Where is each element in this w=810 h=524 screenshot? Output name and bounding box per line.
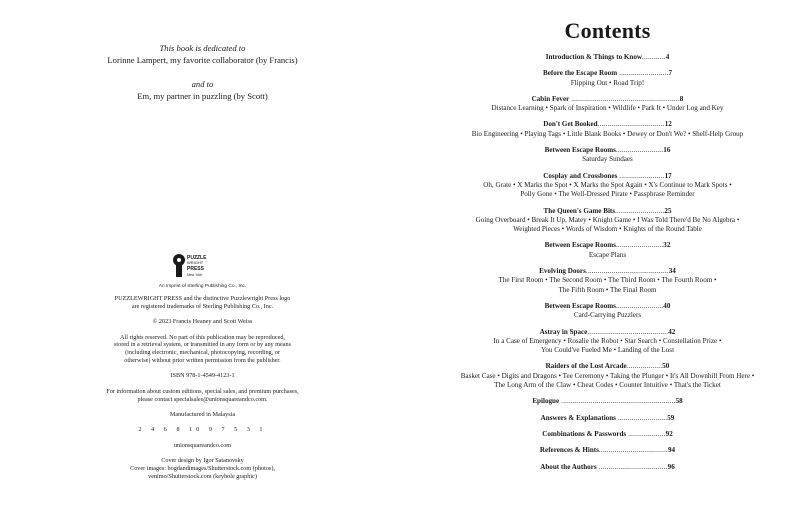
toc-entry-heading [405, 328, 810, 337]
text-line: PUZZLEWRIGHT PRESS and the distinctive Puzzlewright Press logo [114, 295, 291, 302]
toc-entry-title: Don't Get Booked [543, 120, 598, 129]
toc-page-number: 12 [664, 120, 672, 129]
logo-text: PUZZLE [187, 255, 207, 261]
toc-entry [405, 430, 810, 439]
toc-subitems: The Fifth Room • The Final Room [558, 285, 657, 294]
toc-page-number: 92 [665, 429, 673, 438]
toc-page-number: 40 [663, 301, 671, 310]
text-line: are registered trademarks of Sterling Publishing Co., Inc. [131, 302, 274, 310]
text-line: stored in a retrieval system, or transmitted in any form or by any means [114, 341, 291, 349]
toc-entry-title: Raiders of the Lost Arcade [545, 362, 627, 371]
toc-entry-heading [405, 95, 810, 104]
toc-subitems: In a Case of Emergency • Rosalie the Robot • Star Search • Constellation Prize • [493, 336, 722, 345]
imprint-line: An Imprint of Sterling Publishing Co., Inc. [158, 284, 247, 289]
text-line: Cover images: bogdandimages/Shutterstock.com (photos), [130, 464, 275, 472]
dedication [0, 42, 405, 102]
dedication-line: This book is dedicated to [159, 43, 246, 53]
toc-entry-title: Before the Escape Room [542, 69, 618, 78]
toc-entry-heading [405, 397, 810, 406]
toc-subitems: Distance Learning • Spark of Inspiration • Wildlife • Park It • Under Log and Key [491, 104, 724, 113]
logo-text: WRIGHT [187, 260, 204, 265]
toc-leader-dots: ......................... [615, 413, 668, 422]
toc-entry [405, 53, 810, 62]
toc-entry-heading [405, 446, 810, 455]
toc-entry [405, 69, 810, 88]
puzzlewright-logo [172, 252, 232, 288]
toc-entry-heading [405, 362, 810, 371]
toc-entry-title: The Queen's Game Bits [543, 206, 616, 215]
toc-subitems: Bio Engineering • Playing Tags • Little Blank Books • Dewey or Don't We? • Shelf-Help Group [471, 129, 744, 138]
toc-entry [405, 397, 810, 406]
toc-subitems: Oh, Grate • X Marks the Spot • X Marks the Spot Again • X's Continue to Mark Spots • [483, 180, 732, 189]
dedication-line: Lorinne Lampert, my favorite collaborator (by Francis) [107, 55, 298, 65]
toc-entry-heading [405, 69, 810, 78]
toc-leader-dots: ................... [626, 429, 666, 438]
toc-entry-title: Between Escape Rooms [544, 241, 616, 250]
printing-line: 2 4 6 8 10 9 7 5 3 1 [138, 426, 267, 434]
text-line: All rights reserved. No part of this publication may be reproduced, [120, 333, 285, 341]
toc-page-number: 94 [667, 446, 676, 455]
toc-entry [405, 362, 810, 390]
toc-entry-title: Answers & Explanations [540, 413, 616, 422]
toc-entry [405, 120, 810, 139]
toc-entry-heading [405, 302, 810, 311]
toc-entry [405, 146, 810, 165]
dedication-line: and to [191, 79, 214, 89]
toc-page-number: 7 [668, 69, 672, 78]
toc-leader-dots: .................................. [597, 120, 665, 129]
toc-entry-title: Between Escape Rooms [544, 301, 616, 310]
toc-leader-dots: ........................ [615, 146, 664, 155]
toc-leader-dots: ....................... [617, 171, 665, 180]
toc-leader-dots: ........................ [615, 301, 664, 310]
toc-subitems: Escape Plans [588, 250, 627, 259]
credits-text [0, 457, 405, 480]
toc-entry-heading [405, 463, 810, 472]
toc-leader-dots: .................. [626, 362, 663, 371]
toc-page-number: 50 [662, 362, 670, 371]
toc-page-number: 32 [663, 241, 671, 250]
toc-entry-heading [405, 146, 810, 155]
toc-entry-title: Astray in Space [539, 327, 588, 336]
isbn-text: ISBN 978-1-4549-4123-1 [170, 372, 235, 380]
toc-leader-dots: ................................... [598, 446, 668, 455]
toc-page-number: 42 [668, 327, 676, 336]
toc-leader-dots: .......................................................... [559, 397, 676, 406]
logo-text: PRESS [187, 266, 204, 272]
toc-entry [405, 328, 810, 356]
toc-entry [405, 267, 810, 295]
trademark-text [0, 295, 405, 311]
toc-leader-dots: ....................................................... [569, 94, 680, 103]
copyright-block [0, 295, 405, 488]
toc-entry-title: Evolving Doors [539, 267, 586, 276]
toc-leader-dots: ........................ [615, 241, 664, 250]
toc-leader-dots: ......................... [615, 206, 665, 215]
text-line: venimo/Shutterstock.com (keyhole graphic) [148, 472, 257, 480]
toc-subitems: The Long Arm of the Claw • Cheat Codes • Counter Intuitive • That's the Ticket [494, 381, 721, 390]
toc-entry-heading [405, 172, 810, 181]
toc-subitems: Flipping Out • Road Trip! [570, 78, 645, 87]
toc-subitems: You Could've Fueled Me • Landing of the Lost [540, 346, 675, 355]
toc-entry-heading [405, 120, 810, 129]
toc-entry-heading [405, 241, 810, 250]
toc-entry-title: Epilogue [532, 397, 560, 406]
toc-page-number: 25 [664, 206, 672, 215]
text-line: please contact specialsales@unionsquareandco.com. [137, 395, 268, 403]
toc-leader-dots: .......................................... [585, 267, 669, 276]
toc-entry-title: Cosplay and Crossbones [543, 171, 618, 180]
toc-leader-dots: ............ [642, 53, 666, 61]
contents-list [405, 53, 810, 479]
toc-entry-heading [405, 53, 810, 62]
toc-entry-heading [405, 430, 810, 439]
text-line: For information about custom editions, special sales, and premium purchases, [106, 387, 299, 395]
toc-leader-dots: ......................................... [587, 327, 669, 336]
toc-page-number: 17 [664, 171, 672, 180]
toc-leader-dots: ......................... [617, 69, 669, 78]
toc-entry [405, 414, 810, 423]
toc-subitems: The First Room • The Second Room • The Third Room • The Fourth Room • [498, 276, 717, 285]
toc-entry-heading [405, 267, 810, 276]
toc-entry [405, 446, 810, 455]
toc-subitems: Going Overboard • Break It Up, Matey • Knight Game • I Was Told There'd Be No Algebra • [475, 215, 740, 224]
toc-entry-heading [405, 414, 810, 423]
rights-text [0, 334, 405, 365]
toc-entry-title: Between Escape Rooms [544, 146, 616, 155]
puzzle-piece-icon [172, 252, 232, 288]
toc-entry-title: About the Authors [540, 462, 597, 471]
toc-page-number: 96 [667, 462, 675, 471]
toc-entry [405, 302, 810, 321]
website-text: unionsquareandco.com [173, 441, 232, 449]
logo-text: New York [187, 273, 203, 277]
toc-entry-title: Introduction & Things to Know [545, 53, 643, 61]
toc-subitems: Polly Gone • The Well-Dressed Pirate • Passphrase Reminder [520, 190, 695, 199]
toc-entry [405, 241, 810, 260]
manufactured-text: Manufactured in Malaysia [169, 410, 236, 418]
toc-subitems: Weighted Pieces • Words of Wisdom • Knights of the Round Table [513, 225, 702, 234]
contents-title: Contents [564, 18, 651, 43]
dedication-line: Em, my partner in puzzling (by Scott) [137, 91, 268, 101]
toc-page-number: 59 [667, 413, 675, 422]
toc-leader-dots: ................................... [596, 462, 668, 471]
toc-entry [405, 95, 810, 114]
toc-subitems: Saturday Sundaes [582, 155, 633, 164]
copyright-text: © 2023 Francis Heaney and Scott Weiss [152, 318, 253, 326]
toc-page-number: 58 [675, 397, 683, 406]
toc-subitems: Basket Case • Digits and Dragons • Tee Ceremony • Taking the Plunger • It's All Downhill From Here • [460, 371, 755, 380]
toc-entry [405, 207, 810, 235]
toc-entry-heading [405, 207, 810, 216]
toc-entry-title: References & Hints [539, 446, 599, 455]
toc-subitems: Card-Carrying Puzzlers [573, 311, 642, 320]
toc-entry [405, 463, 810, 472]
text-line: (including electronic, mechanical, photocopying, recording, or [125, 349, 280, 357]
toc-page-number: 16 [663, 146, 671, 155]
toc-entry-title: Cabin Fever [531, 94, 570, 103]
toc-entry [405, 172, 810, 200]
toc-page-number: 34 [668, 267, 676, 276]
toc-entry-title: Combinations & Passwords [542, 429, 627, 438]
text-line: Cover design by Igor Satanovsky [161, 457, 244, 465]
toc-page-number: 8 [679, 94, 684, 103]
toc-page-number: 4 [665, 53, 670, 61]
sales-info-text [0, 388, 405, 404]
text-line: otherwise) without prior written permission from the publisher. [124, 356, 281, 364]
